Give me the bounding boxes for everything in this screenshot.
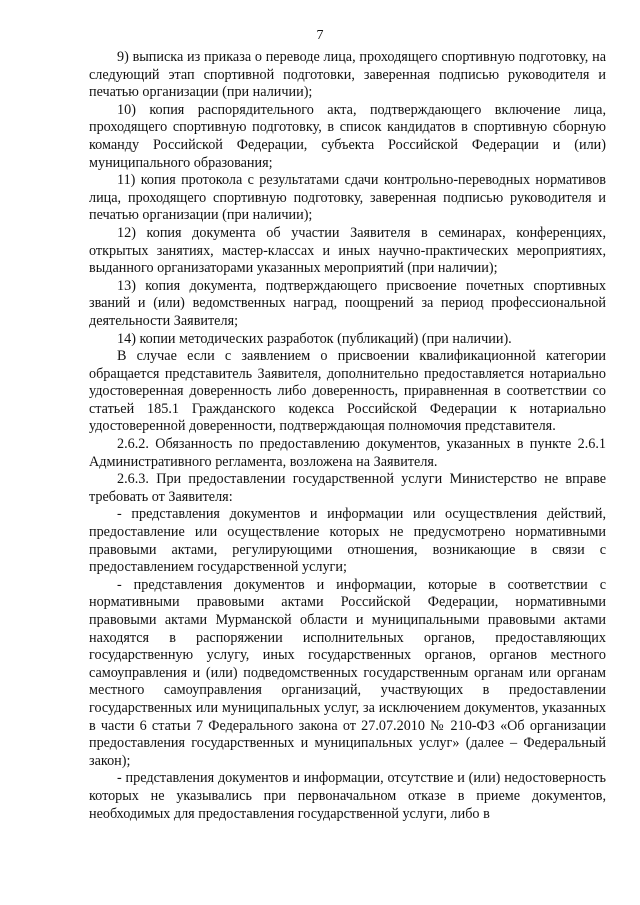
paragraph-item-14: 14) копии методических разработок (публикаций) (при наличии). [117,330,512,347]
list-item-documents-not-indicated: - представления документов и информации, отсутствие и (или) недостоверность которых не указывались при первоначальном отказе в приеме документов, необходимых для предоставления государственной услуги, либо в [89,770,606,822]
paragraph-representative: В случае если с заявлением о присвоении квалификационной категории обращается представитель Заявителя, дополнительно предоставляется нотариально удостоверенная доверенность либо доверенность, приравненная в соответствии со статьей 185.1 Гражданского кодекса Российской Федерации к нотариально удостоверенной доверенности, подтверждающая полномочия представителя. [89,348,606,435]
paragraph-item-12: 12) копия документа об участии Заявителя в семинарах, конференциях, открытых занятиях, мастер-классах и иных научно-практических мероприятиях, выданного организаторами указанных мероприятий (при наличии); [89,224,606,277]
paragraph-item-13: 13) копия документа, подтверждающего присвоение почетных спортивных званий и (или) ведомственных наград, поощрений за период профессиональной деятельности Заявителя; [89,277,606,329]
document-body [89,49,606,823]
list-item-documents-actions: - представления документов и информации или осуществления действий, предоставление или осуществление которых не предусмотрено нормативными правовыми актами, регулирующими отношения, возникающие в связи с предоставлением государственной услуги; [89,506,606,576]
paragraph-item-10: 10) копия распорядительного акта, подтверждающего включение лица, проходящего спортивную подготовку, в список кандидатов в спортивную сборную команду Российской Федерации, субъекта Российской Федерации и (или) муниципального образования; [89,101,606,171]
paragraph-2-6-3: 2.6.3. При предоставлении государственной услуги Министерство не вправе требовать от Заявителя: [89,471,606,505]
page-number: 7 [316,28,324,43]
paragraph-2-6-2: 2.6.2. Обязанность по предоставлению документов, указанных в пункте 2.6.1 Административного регламента, возложена на Заявителя. [89,436,606,470]
list-item-documents-in-possession: - представления документов и информации, которые в соответствии с нормативными правовыми актами Российской Федерации, нормативными правовыми актами Мурманской области и муниципальными правовыми актами находятся в распоряжении исполнительных органов, предоставляющих государственную услугу, иных государственных органов, органов местного самоуправления и (или) подведомственных государственным органам или органам местного самоуправления организаций, участвующих в предоставлении государственных или муниципальных услуг, за исключением документов, указанных в части 6 статьи 7 Федерального закона от 27.07.2010 № 210-ФЗ «Об организации предоставления государственных и муниципальных услуг» (далее – Федеральный закон); [89,576,606,769]
paragraph-item-9: 9) выписка из приказа о переводе лица, проходящего спортивную подготовку, на следующий этап спортивной подготовки, заверенная подписью руководителя и печатью организации (при наличии); [89,49,606,101]
paragraph-item-11: 11) копия протокола с результатами сдачи контрольно-переводных нормативов лица, проходящего спортивную подготовку, заверенная подписью руководителя и печатью организации (при наличии); [89,172,606,224]
